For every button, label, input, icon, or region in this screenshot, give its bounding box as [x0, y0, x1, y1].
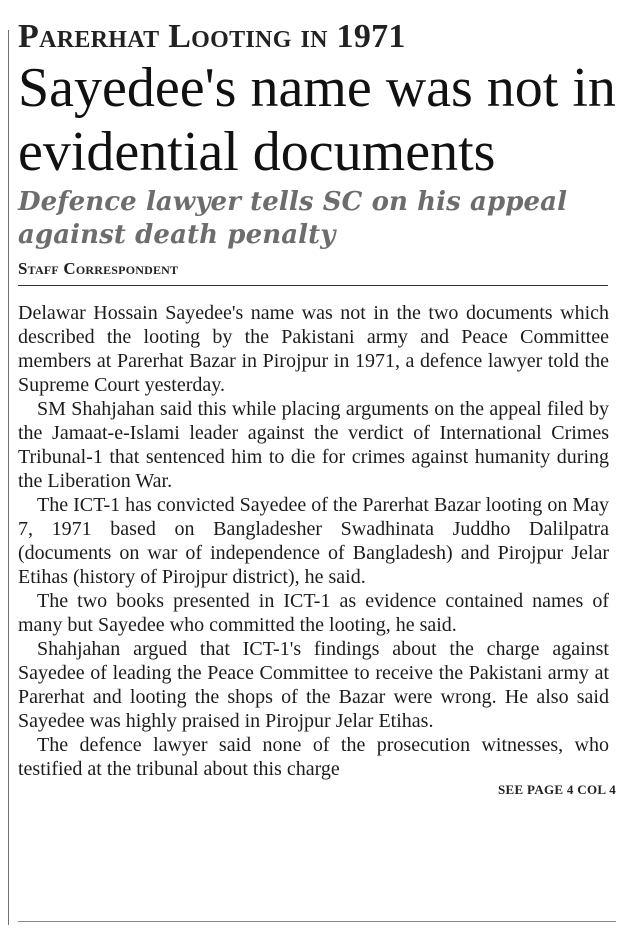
paragraph: The defence lawyer said none of the prosecution witnesses, who testified at the tribunal about this charge	[18, 734, 609, 780]
continued-on-page-link[interactable]: SEE PAGE 4 COL 4	[498, 782, 616, 797]
paragraph: SM Shahjahan said this while placing arguments on the appeal filed by the Jamaat-e-Islami leader against the verdict of International Crimes Tribunal-1 that sentenced him to die for crimes against humanity during the Liberation War.	[18, 398, 609, 492]
subheadline: Defence lawyer tells SC on his appeal against death penalty	[18, 187, 568, 250]
byline-rule	[18, 285, 608, 286]
byline: Staff Correspondent	[18, 259, 179, 278]
bottom-rule	[18, 921, 616, 922]
news-article	[18, 18, 616, 798]
left-column-rule	[8, 30, 9, 925]
paragraph: The ICT-1 has convicted Sayedee of the Parerhat Bazar looting on May 7, 1971 based on Bangladesher Swadhinata Juddho Dalilpatra (documents on war of independence of Bangladesh) and Pirojpur Jelar Etihas (history of Pirojpur district), he said.	[18, 494, 609, 588]
paragraph: The two books presented in ICT-1 as evidence contained names of many but Sayedee who committed the looting, he said.	[18, 590, 609, 636]
article-body	[18, 301, 609, 781]
headline: Sayedee's name was not in evidential documents	[18, 57, 616, 183]
paragraph: Shahjahan argued that ICT-1's findings about the charge against Sayedee of leading the Peace Committee to receive the Pakistani army at Parerhat and looting the shops of the Bazar were wrong. He also said Sayedee was highly praised in Pirojpur Jelar Etihas.	[18, 638, 609, 732]
kicker: Parerhat Looting in 1971	[18, 18, 406, 55]
paragraph: Delawar Hossain Sayedee's name was not in the two documents which described the looting by the Pakistani army and Peace Committee members at Parerhat Bazar in Pirojpur in 1971, a defence lawyer told the Supreme Court yesterday.	[18, 302, 609, 396]
